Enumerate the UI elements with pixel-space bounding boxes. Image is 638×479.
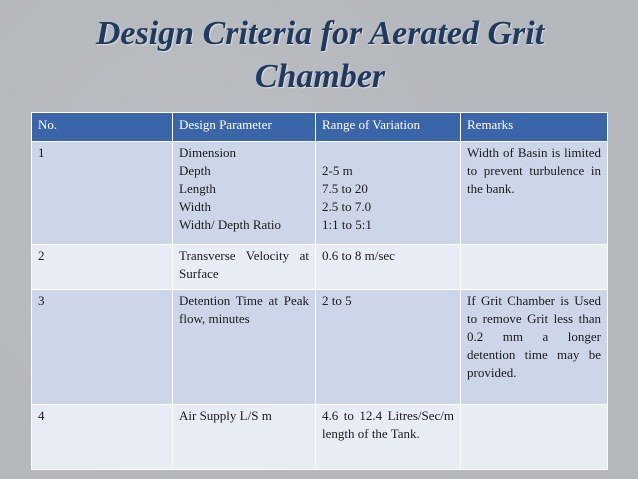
header-remarks: Remarks: [461, 113, 608, 142]
cell-no: 1: [32, 142, 173, 245]
param-line: Dimension: [179, 145, 237, 160]
cell-range: [316, 142, 461, 245]
cell-no: 2: [32, 245, 173, 290]
table-row: [32, 142, 608, 245]
range-line: 7.5 to 20: [322, 181, 368, 196]
slide-title: [40, 12, 600, 98]
table-row: [32, 245, 608, 290]
cell-remarks: Width of Basin is limited to prevent turbulence in the bank.: [461, 142, 608, 245]
design-criteria-table: [31, 112, 608, 470]
title-line-2: Chamber: [254, 58, 386, 95]
cell-remarks: [461, 405, 608, 470]
cell-range: 4.6 to 12.4 Litres/Sec/m length of the Tank.: [316, 405, 461, 470]
range-line: 2-5 m: [322, 163, 353, 178]
cell-remarks: If Grit Chamber is Used to remove Grit less than 0.2 mm a longer detention time may be provided.: [461, 290, 608, 405]
cell-no: 3: [32, 290, 173, 405]
title-line-1: Design Criteria for Aerated Grit: [95, 15, 545, 52]
param-line: Width/ Depth Ratio: [179, 217, 282, 232]
range-line: [322, 144, 454, 162]
cell-no: 4: [32, 405, 173, 470]
cell-range: 0.6 to 8 m/sec: [316, 245, 461, 290]
table-header-row: [32, 113, 608, 142]
header-design-parameter: Design Parameter: [173, 113, 316, 142]
cell-parameter: Transverse Velocity at Surface: [173, 245, 316, 290]
cell-parameter: Air Supply L/S m: [173, 405, 316, 470]
header-no: No.: [32, 113, 173, 142]
cell-remarks: [461, 245, 608, 290]
cell-parameter: Detention Time at Peak flow, minutes: [173, 290, 316, 405]
table-row: [32, 290, 608, 405]
param-line: Length: [179, 181, 216, 196]
range-line: 2.5 to 7.0: [322, 199, 372, 214]
range-line: 1:1 to 5:1: [322, 217, 372, 232]
table-row: [32, 405, 608, 470]
param-line: Depth: [179, 163, 211, 178]
header-range-of-variation: Range of Variation: [316, 113, 461, 142]
cell-parameter: [173, 142, 316, 245]
param-line: Width: [179, 199, 211, 214]
cell-range: 2 to 5: [316, 290, 461, 405]
